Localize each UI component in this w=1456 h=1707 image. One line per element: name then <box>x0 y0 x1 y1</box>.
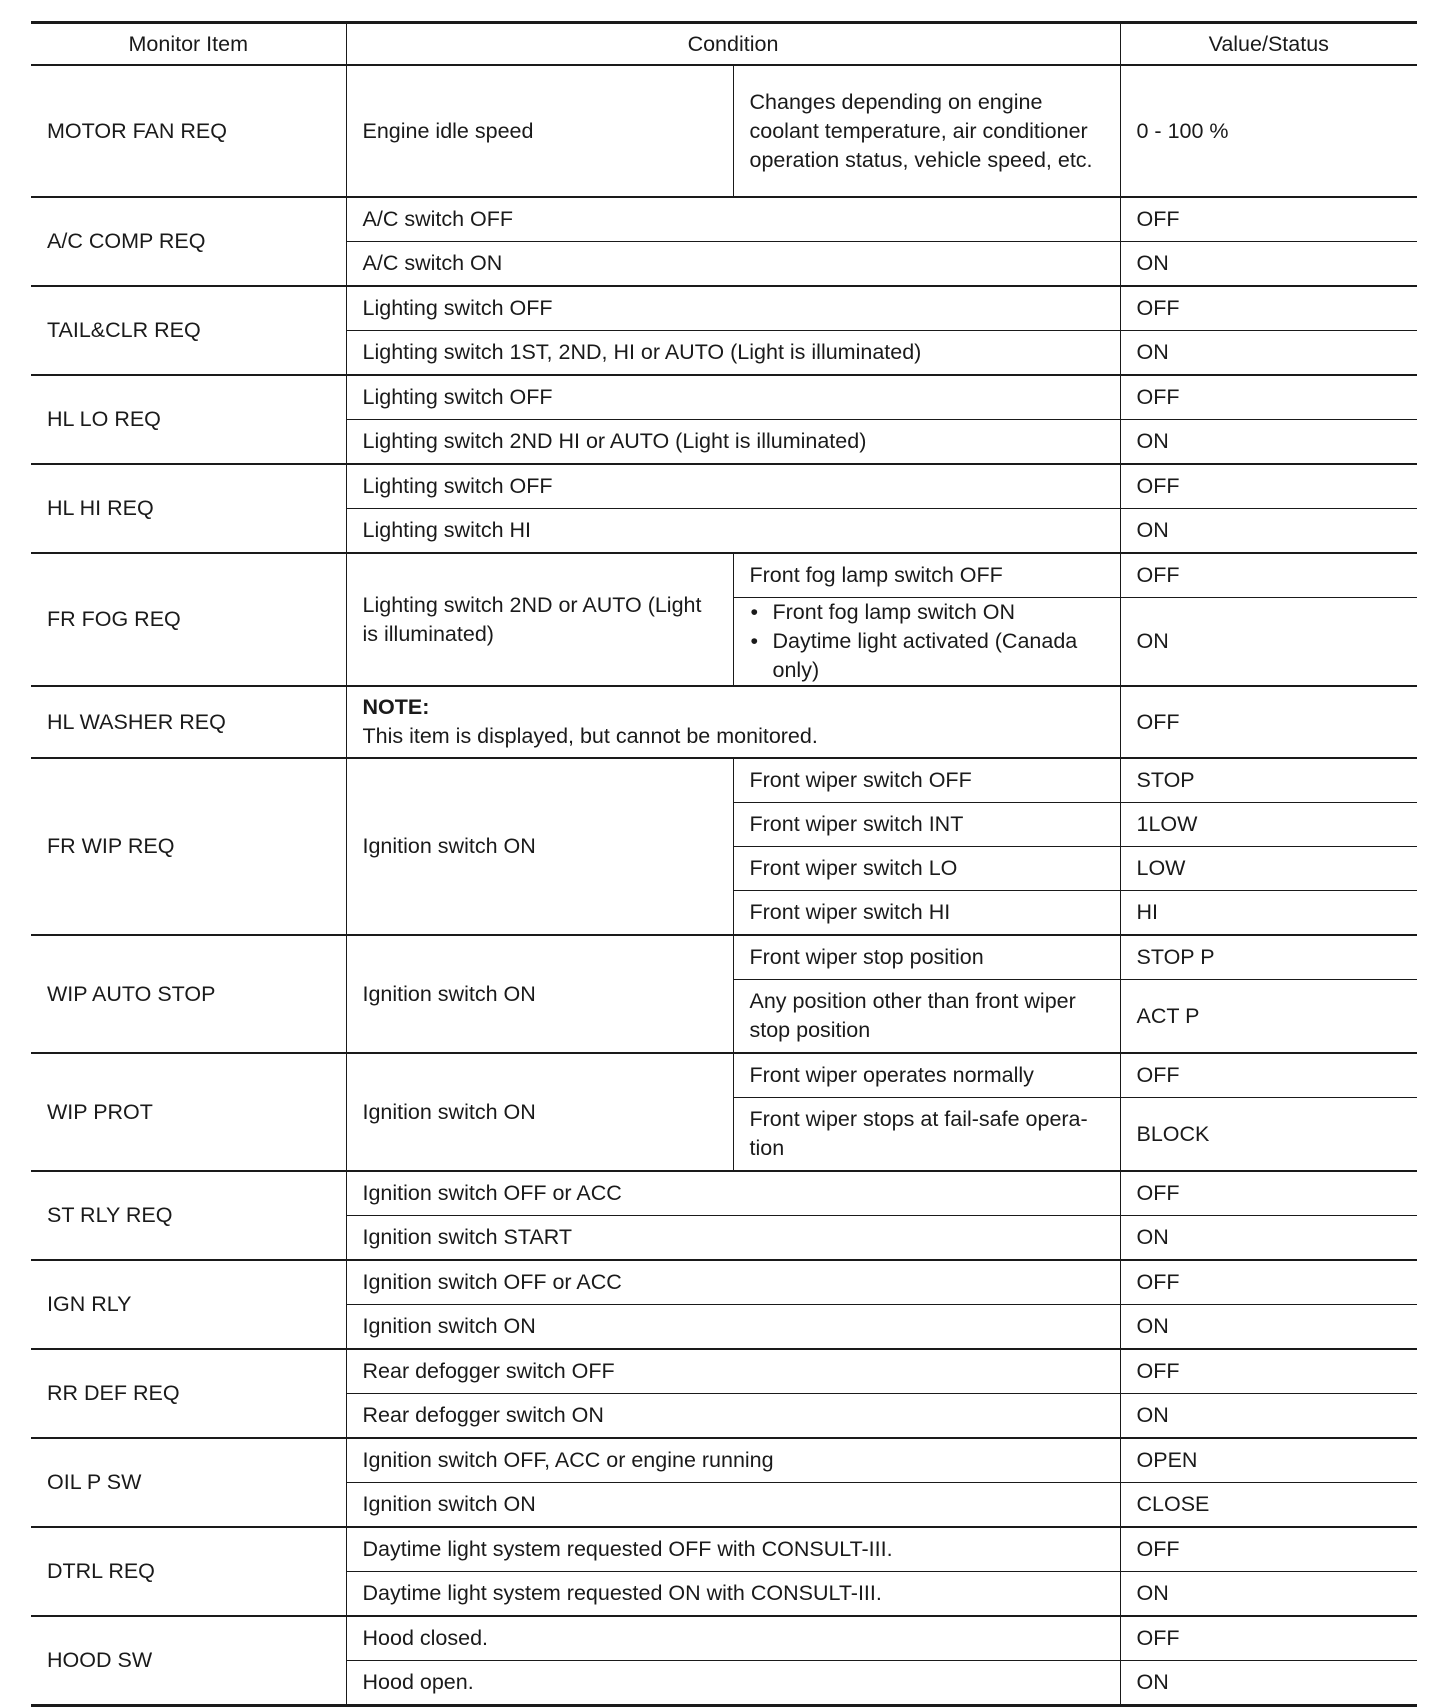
bullet-list <box>750 598 1104 685</box>
condition-cell: A/C switch ON <box>346 242 1120 287</box>
monitor-item-cell: HOOD SW <box>31 1616 346 1706</box>
condition-cell: Rear defogger switch OFF <box>346 1349 1120 1394</box>
condition-detail-cell: Front fog lamp switch OFF <box>733 553 1120 598</box>
table-row <box>31 1616 1417 1661</box>
value-cell: ON <box>1120 1216 1417 1261</box>
condition-detail-cell: Front wiper switch LO <box>733 847 1120 891</box>
value-cell: OFF <box>1120 1616 1417 1661</box>
table-row <box>31 1349 1417 1394</box>
condition-cell: Hood open. <box>346 1661 1120 1706</box>
value-cell: BLOCK <box>1120 1098 1417 1172</box>
value-cell: ON <box>1120 1572 1417 1617</box>
note-label: NOTE: <box>362 695 430 719</box>
value-cell: CLOSE <box>1120 1483 1417 1528</box>
condition-detail-cell: Front wiper stops at fail-safe opera-tion <box>733 1098 1120 1172</box>
condition-cell: Lighting switch OFF <box>346 375 1120 420</box>
condition-detail-cell: Front wiper operates normally <box>733 1053 1120 1098</box>
value-cell: OFF <box>1120 1260 1417 1305</box>
monitor-item-cell: WIP PROT <box>31 1053 346 1171</box>
monitor-item-table <box>31 21 1417 1707</box>
list-item: • Front fog lamp switch ON <box>750 598 1104 627</box>
table-row <box>31 197 1417 242</box>
condition-cell: Ignition switch ON <box>346 1483 1120 1528</box>
list-item: • Daytime light activated (Canada only) <box>750 627 1104 685</box>
value-cell: ON <box>1120 1305 1417 1350</box>
table-header-row <box>31 23 1417 66</box>
value-cell: OFF <box>1120 1171 1417 1216</box>
value-cell: ON <box>1120 331 1417 376</box>
condition-cell: Ignition switch ON <box>346 1053 733 1171</box>
condition-detail-cell: Front wiper stop position <box>733 935 1120 980</box>
condition-cell: Daytime light system requested ON with CONSULT-III. <box>346 1572 1120 1617</box>
condition-cell: Lighting switch HI <box>346 509 1120 554</box>
condition-cell: Lighting switch 1ST, 2ND, HI or AUTO (Light is illuminated) <box>346 331 1120 376</box>
condition-cell: Ignition switch START <box>346 1216 1120 1261</box>
monitor-item-cell: HL WASHER REQ <box>31 686 346 758</box>
table-row <box>31 286 1417 331</box>
table-row <box>31 1260 1417 1305</box>
value-cell: OFF <box>1120 1527 1417 1572</box>
monitor-item-cell: IGN RLY <box>31 1260 346 1349</box>
value-cell: OFF <box>1120 286 1417 331</box>
value-cell: OFF <box>1120 375 1417 420</box>
table-row <box>31 375 1417 420</box>
condition-cell <box>346 686 1120 758</box>
table-row <box>31 553 1417 598</box>
condition-detail-cell: Front wiper switch HI <box>733 891 1120 936</box>
value-cell: LOW <box>1120 847 1417 891</box>
value-cell: OFF <box>1120 464 1417 509</box>
header-value-status: Value/Status <box>1120 23 1417 66</box>
value-cell: OPEN <box>1120 1438 1417 1483</box>
condition-cell: Ignition switch ON <box>346 1305 1120 1350</box>
value-cell: 0 - 100 % <box>1120 65 1417 197</box>
table-row <box>31 1527 1417 1572</box>
monitor-item-cell: TAIL&CLR REQ <box>31 286 346 375</box>
value-cell: OFF <box>1120 1349 1417 1394</box>
monitor-item-cell: FR WIP REQ <box>31 758 346 935</box>
condition-cell: Ignition switch OFF or ACC <box>346 1171 1120 1216</box>
note-text: This item is displayed, but cannot be monitored. <box>362 724 818 748</box>
value-cell: ACT P <box>1120 980 1417 1054</box>
value-cell: HI <box>1120 891 1417 936</box>
value-cell: ON <box>1120 420 1417 465</box>
condition-cell: Ignition switch ON <box>346 758 733 935</box>
value-cell: ON <box>1120 509 1417 554</box>
monitor-item-cell: ST RLY REQ <box>31 1171 346 1260</box>
table-row <box>31 1171 1417 1216</box>
table-row <box>31 935 1417 980</box>
condition-cell: Lighting switch OFF <box>346 464 1120 509</box>
monitor-item-cell: FR FOG REQ <box>31 553 346 686</box>
condition-cell: A/C switch OFF <box>346 197 1120 242</box>
condition-cell: Hood closed. <box>346 1616 1120 1661</box>
value-cell: ON <box>1120 598 1417 687</box>
condition-cell: Lighting switch 2ND HI or AUTO (Light is illuminated) <box>346 420 1120 465</box>
condition-cell: Lighting switch 2ND or AUTO (Light is illuminated) <box>346 553 733 686</box>
value-cell: 1LOW <box>1120 803 1417 847</box>
monitor-item-cell: OIL P SW <box>31 1438 346 1527</box>
value-cell: OFF <box>1120 553 1417 598</box>
monitor-item-cell: MOTOR FAN REQ <box>31 65 346 197</box>
condition-detail-cell: Changes depending on engine coolant temperature, air conditioner operation status, vehicle speed, etc. <box>733 65 1120 197</box>
condition-cell: Engine idle speed <box>346 65 733 197</box>
table-row <box>31 686 1417 758</box>
value-cell: ON <box>1120 1394 1417 1439</box>
monitor-item-cell: DTRL REQ <box>31 1527 346 1616</box>
monitor-item-cell: HL HI REQ <box>31 464 346 553</box>
header-monitor-item: Monitor Item <box>31 23 346 66</box>
table-row <box>31 1053 1417 1098</box>
value-cell: ON <box>1120 242 1417 287</box>
condition-detail-cell: Front wiper switch OFF <box>733 758 1120 803</box>
value-cell: OFF <box>1120 686 1417 758</box>
condition-cell: Lighting switch OFF <box>346 286 1120 331</box>
monitor-item-cell: A/C COMP REQ <box>31 197 346 286</box>
value-cell: STOP <box>1120 758 1417 803</box>
table-row <box>31 464 1417 509</box>
table-row <box>31 758 1417 803</box>
condition-detail-cell <box>733 598 1120 687</box>
header-condition: Condition <box>346 23 1120 66</box>
value-cell: ON <box>1120 1661 1417 1706</box>
value-cell: OFF <box>1120 197 1417 242</box>
table-row <box>31 65 1417 197</box>
condition-cell: Rear defogger switch ON <box>346 1394 1120 1439</box>
condition-cell: Ignition switch ON <box>346 935 733 1053</box>
monitor-item-cell: RR DEF REQ <box>31 1349 346 1438</box>
value-cell: STOP P <box>1120 935 1417 980</box>
monitor-item-cell: HL LO REQ <box>31 375 346 464</box>
condition-cell: Daytime light system requested OFF with CONSULT-III. <box>346 1527 1120 1572</box>
condition-detail-cell: Front wiper switch INT <box>733 803 1120 847</box>
condition-detail-cell: Any position other than front wiper stop position <box>733 980 1120 1054</box>
condition-cell: Ignition switch OFF or ACC <box>346 1260 1120 1305</box>
condition-cell: Ignition switch OFF, ACC or engine running <box>346 1438 1120 1483</box>
monitor-item-cell: WIP AUTO STOP <box>31 935 346 1053</box>
value-cell: OFF <box>1120 1053 1417 1098</box>
table-row <box>31 1438 1417 1483</box>
